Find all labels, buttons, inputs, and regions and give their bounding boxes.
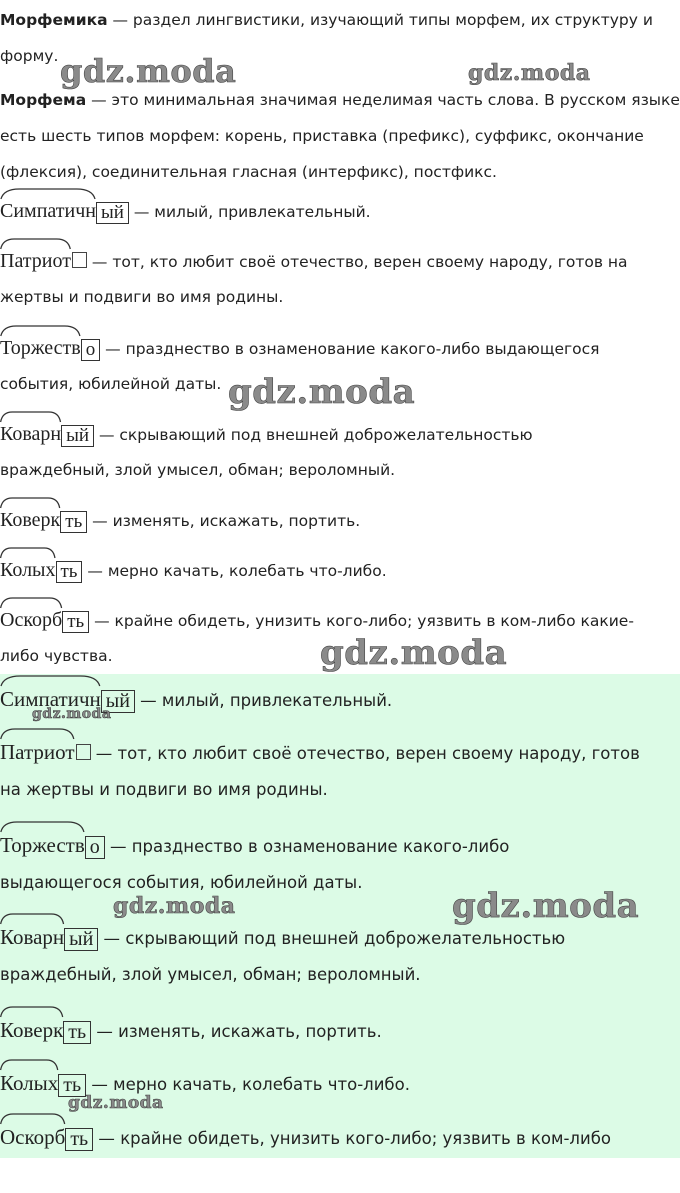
watermark-logo: gdz.moda [68, 1093, 164, 1113]
word-definition: мерно качать, колебать что-либо. [107, 562, 387, 580]
word-entry [0, 918, 680, 994]
root-arc-mark [0, 1057, 58, 1071]
dash: — [90, 744, 118, 763]
morpheme-word [0, 509, 87, 531]
word-root: Патриот [0, 740, 75, 764]
morpheme-word [0, 250, 87, 272]
word-definition-cont: на жертвы и подвиги во имя родины. [0, 780, 328, 799]
word-ending: ть [63, 1021, 91, 1044]
dash: — [94, 426, 120, 444]
morpheme-word [0, 740, 91, 764]
word-ending: ть [60, 511, 87, 533]
word-entry [0, 416, 680, 488]
word-definition-cont: враждебный, злой умысел, обман; вероломный. [0, 461, 396, 479]
morpheme-word [0, 559, 82, 581]
root-arc-mark [0, 595, 62, 609]
watermark-logo: gdz.moda [32, 706, 112, 722]
word-entry [0, 826, 680, 902]
word-definition-cont: либо чувства. [0, 647, 113, 665]
root-arc-mark [0, 545, 56, 559]
word-definition: тот, кто любит своё отечество, верен своему народу, готов на [112, 253, 628, 271]
word-entry [0, 502, 680, 538]
zero-ending-box [76, 744, 91, 760]
word-entry [0, 193, 680, 229]
word-entry [0, 243, 680, 315]
watermark-logo: gdz.moda [320, 633, 508, 673]
dash: — [91, 1022, 119, 1041]
dash: — [86, 1075, 114, 1094]
root-arc-mark [0, 673, 101, 687]
definition-morpheme: — это минимальная значимая неделимая часть слова. В русском языке есть шесть типов морфем: корень, приставка (префикс), суффикс, окончание (флексия), соединительная гласная (интерфикс), постфикс. [0, 91, 680, 181]
word-definition: мерно качать, колебать что-либо. [113, 1075, 410, 1094]
word-root: Коварн [0, 423, 61, 445]
dash: — [128, 203, 155, 221]
word-entry [0, 1011, 680, 1049]
watermark-logo: gdz.moda [452, 886, 640, 926]
word-entry [0, 602, 680, 674]
word-entry [0, 1064, 680, 1102]
dash: — [89, 612, 115, 630]
word-root: Коверк [0, 509, 60, 531]
word-root: Коварн [0, 925, 64, 949]
dash: — [100, 340, 126, 358]
root-arc-mark [0, 1004, 63, 1018]
word-root: Симпатичн [0, 687, 101, 711]
zero-ending-box [72, 252, 87, 268]
morpheme-word [0, 1071, 86, 1095]
word-ending: о [81, 339, 101, 361]
root-arc-mark [0, 911, 64, 925]
word-entry [0, 733, 680, 809]
word-ending: ый [101, 690, 135, 713]
word-definition: милый, привлекательный. [161, 691, 393, 710]
word-definition-cont: выдающегося события, юбилейной даты. [0, 873, 363, 892]
word-root: Оскорб [0, 609, 62, 631]
dash: — [86, 253, 113, 271]
word-definition-cont: враждебный, злой умысел, обман; вероломный. [0, 965, 421, 984]
root-arc-mark [0, 323, 81, 337]
definition-morphemics: — раздел лингвистики, изучающий типы морфем, их структуру и форму. [0, 11, 653, 65]
word-root: Патриот [0, 250, 71, 272]
dash: — [87, 512, 113, 530]
word-ending: ый [96, 202, 129, 224]
word-definition: скрывающий под внешней доброжелательностью [119, 426, 533, 444]
dash: — [82, 562, 108, 580]
word-entry [0, 552, 680, 588]
word-definition: скрывающий под внешней доброжелательностью [125, 929, 566, 948]
word-entry [0, 330, 680, 402]
root-arc-mark [0, 236, 71, 250]
root-arc-mark [0, 186, 96, 200]
morpheme-word [0, 833, 105, 857]
word-ending: ый [61, 425, 94, 447]
word-definition-cont: жертвы и подвиги во имя родины. [0, 288, 284, 306]
morpheme-word [0, 423, 94, 445]
word-definition-cont: события, юбилейной даты. [0, 375, 222, 393]
dash: — [104, 837, 132, 856]
term-morphemics: Морфемика [0, 11, 108, 29]
word-root: Торжеств [0, 337, 81, 359]
root-arc-mark [0, 726, 75, 740]
word-ending: ть [56, 561, 83, 583]
watermark-logo: gdz.moda [60, 52, 237, 90]
word-definition: изменять, искажать, портить. [118, 1022, 382, 1041]
morpheme-word [0, 609, 89, 631]
intro-paragraph-1 [0, 2, 680, 74]
dash: — [93, 1129, 121, 1148]
word-definition: изменять, искажать, портить. [112, 512, 361, 530]
word-ending: ть [62, 611, 89, 633]
morpheme-word [0, 200, 129, 222]
intro-paragraph-2 [0, 82, 680, 190]
morpheme-word [0, 925, 98, 949]
word-ending: ть [58, 1074, 86, 1097]
word-definition: милый, привлекательный. [154, 203, 371, 221]
morpheme-word [0, 337, 100, 359]
root-arc-mark [0, 1111, 65, 1125]
word-definition: тот, кто любит своё отечество, верен своему народу, готов [117, 744, 640, 763]
word-root: Колых [0, 1071, 58, 1095]
morpheme-word [0, 1018, 91, 1042]
word-ending: ый [64, 928, 98, 951]
root-arc-mark [0, 819, 85, 833]
dash: — [98, 929, 126, 948]
root-arc-mark [0, 495, 60, 509]
word-ending: ть [65, 1128, 93, 1151]
term-morpheme: Морфема [0, 91, 87, 109]
word-entry [0, 1118, 680, 1156]
dash: — [134, 691, 162, 710]
word-root: Колых [0, 559, 56, 581]
word-entry [0, 680, 680, 718]
word-definition: празднество в ознаменование какого-либо [131, 837, 510, 856]
watermark-logo: gdz.moda [468, 60, 591, 86]
word-root: Оскорб [0, 1125, 65, 1149]
watermark-logo: gdz.moda [113, 893, 236, 919]
word-ending: о [85, 836, 105, 859]
word-definition: празднество в ознаменование какого-либо выдающегося [125, 340, 600, 358]
word-definition: крайне обидеть, унизить кого-либо; уязвить в ком-либо [120, 1129, 611, 1148]
morpheme-word [0, 1125, 93, 1149]
word-root: Коверк [0, 1018, 63, 1042]
word-root: Симпатичн [0, 200, 96, 222]
word-definition: крайне обидеть, унизить кого-либо; уязвить в ком-либо какие- [114, 612, 634, 630]
watermark-logo: gdz.moda [228, 372, 416, 412]
root-arc-mark [0, 409, 61, 423]
word-root: Торжеств [0, 833, 85, 857]
morpheme-word [0, 687, 135, 711]
